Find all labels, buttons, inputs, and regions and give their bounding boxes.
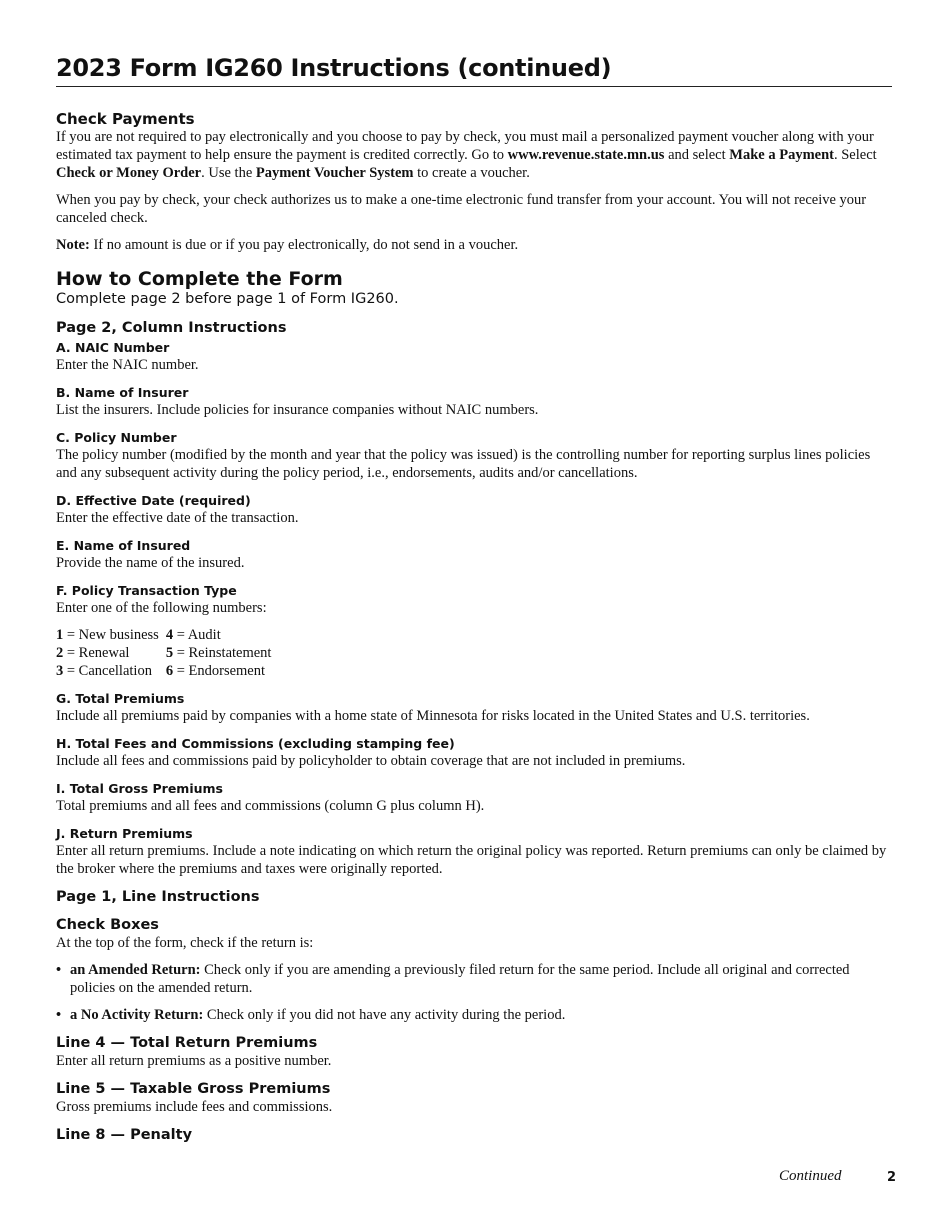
no-activity-text: Check only if you did not have any activity during the period. (203, 1007, 566, 1023)
check-authorization-paragraph: When you pay by check, your check authorizes us to make a one-time electronic fund transfer from your account. You will not receive your canceled check. (56, 192, 867, 226)
table-cell (166, 626, 279, 644)
type-number: 6 (165, 663, 174, 679)
check-payments-heading: Check Payments (56, 110, 195, 128)
naic-number-title: A. NAIC Number (56, 340, 170, 355)
table-row (56, 644, 278, 662)
amended-return-text: Check only if you are amending a previously filed return for the same period. Include all original and corrected policies on the amended return. (70, 962, 850, 996)
name-of-insurer-text: List the insurers. Include policies for insurance companies without NAIC numbers. (56, 402, 539, 418)
type-label: = New business (63, 627, 159, 643)
table-cell (56, 662, 166, 680)
bullet-icon: • (56, 1007, 62, 1023)
return-premiums-title: J. Return Premiums (56, 826, 193, 841)
policy-number-text: The policy number (modified by the month and year that the policy was issued) is the controlling number for reporting surplus lines policies and any subsequent activity during the policy period, i.e., endorsements, audits and/or cancellations. (56, 447, 871, 481)
voucher-system-label: Payment Voucher System (255, 165, 414, 181)
list-item (56, 961, 892, 997)
text: . Use the (201, 165, 256, 181)
page-number: 2 (887, 1170, 897, 1185)
type-number: 3 (56, 663, 64, 679)
name-of-insurer-title: B. Name of Insurer (56, 385, 189, 400)
effective-date-title: D. Effective Date (required) (56, 493, 251, 508)
line4-heading: Line 4 — Total Return Premiums (56, 1035, 318, 1051)
page-title: 2023 Form IG260 Instructions (continued) (56, 54, 612, 82)
bullet-icon: • (56, 962, 62, 978)
check-boxes-heading: Check Boxes (56, 917, 159, 933)
amended-return-label: an Amended Return: (70, 962, 201, 978)
how-to-heading: How to Complete the Form (56, 268, 343, 290)
naic-number-text: Enter the NAIC number. (56, 357, 199, 373)
check-boxes-intro: At the top of the form, check if the return is: (56, 935, 314, 951)
how-to-subtitle: Complete page 2 before page 1 of Form IG260. (56, 291, 399, 307)
note-label: Note: (56, 237, 90, 253)
total-premiums-title: G. Total Premiums (56, 691, 185, 706)
note-paragraph (56, 236, 892, 254)
continued-label: Continued (779, 1168, 842, 1184)
type-label: = Cancellation (63, 663, 152, 679)
check-box-list (56, 961, 892, 1024)
type-number: 1 (56, 627, 64, 643)
table-row (56, 626, 278, 644)
title-divider (56, 86, 892, 87)
page1-heading: Page 1, Line Instructions (56, 889, 260, 905)
type-number: 2 (56, 645, 64, 661)
check-money-order-label: Check or Money Order (56, 165, 202, 181)
table-cell (166, 662, 279, 680)
list-item (56, 1006, 892, 1024)
text: . Select (833, 147, 877, 163)
name-of-insured-text: Provide the name of the insured. (56, 555, 245, 571)
total-premiums-text: Include all premiums paid by companies with a home state of Minnesota for risks located in the United States and U.S. territories. (56, 708, 810, 724)
table-cell (56, 626, 166, 644)
table-row (56, 662, 278, 680)
note-text: If no amount is due or if you pay electronically, do not send in a voucher. (89, 237, 519, 253)
type-label: = Endorsement (173, 663, 266, 679)
line4-text: Enter all return premiums as a positive number. (56, 1053, 332, 1069)
line5-heading: Line 5 — Taxable Gross Premiums (56, 1081, 331, 1097)
revenue-url: www.revenue.state.mn.us (507, 147, 665, 163)
text: to create a voucher. (413, 165, 530, 181)
type-label: = Reinstatement (173, 645, 272, 661)
name-of-insured-title: E. Name of Insured (56, 538, 191, 553)
transaction-type-title: F. Policy Transaction Type (56, 583, 237, 598)
text: If you are not required to pay electronically and you choose to pay by check, you must mail a personalized payment voucher along with your estimated tax payment to help ensure the payment is credited correctly. Go to (56, 129, 874, 163)
table-cell (56, 644, 166, 662)
total-gross-premiums-text: Total premiums and all fees and commissions (column G plus column H). (56, 798, 485, 814)
fees-commissions-title: H. Total Fees and Commissions (excluding stamping fee) (56, 736, 455, 751)
page2-heading: Page 2, Column Instructions (56, 320, 287, 336)
content (56, 110, 892, 1144)
line5-text: Gross premiums include fees and commissions. (56, 1099, 333, 1115)
check-payments-paragraph (56, 128, 892, 182)
make-payment-label: Make a Payment (729, 147, 834, 163)
text: and select (664, 147, 730, 163)
line8-heading: Line 8 — Penalty (56, 1127, 193, 1143)
fees-commissions-text: Include all fees and commissions paid by policyholder to obtain coverage that are not included in premiums. (56, 753, 686, 769)
transaction-type-table (56, 626, 278, 680)
policy-number-title: C. Policy Number (56, 430, 177, 445)
table-cell (166, 644, 279, 662)
transaction-type-text: Enter one of the following numbers: (56, 600, 267, 616)
type-number: 5 (165, 645, 174, 661)
effective-date-text: Enter the effective date of the transaction. (56, 510, 299, 526)
type-label: = Renewal (63, 645, 130, 661)
return-premiums-text: Enter all return premiums. Include a note indicating on which return the original policy was reported. Return premiums can only be claimed by the broker where the premiums and taxes were originally reported. (56, 843, 887, 877)
type-number: 4 (165, 627, 174, 643)
total-gross-premiums-title: I. Total Gross Premiums (56, 781, 223, 796)
type-label: = Audit (173, 627, 221, 643)
no-activity-label: a No Activity Return: (70, 1007, 204, 1023)
